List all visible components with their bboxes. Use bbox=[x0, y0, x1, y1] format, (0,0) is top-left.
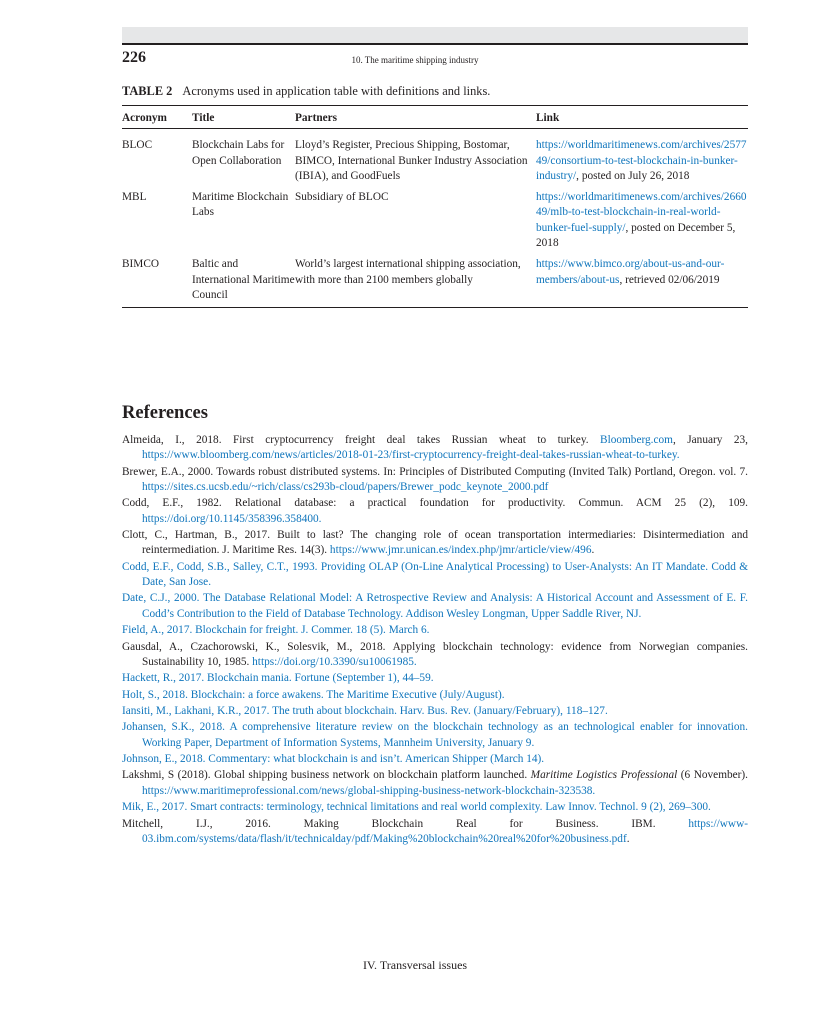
ref-link[interactable]: https://www.jmr.unican.es/index.php/jmr/article/view/496 bbox=[329, 544, 592, 557]
ref-link[interactable]: https://www.bloomberg.com/news/articles/2018-01-23/first-cryptocurrency-freight-deal-takes-russian-wheat-to-turkey. bbox=[142, 449, 680, 462]
link-url[interactable]: https://worldmaritimenews.com/archives/266049/mlb-to-test-blockchain-in-real-world-bunker-fuel-supply/ bbox=[536, 191, 747, 234]
ref-link[interactable]: https://www-03.ibm.com/systems/data/flash/it/technicalday/pdf/Making%20blockchain%20real%20for%20business.pdf bbox=[142, 817, 748, 845]
reference-item bbox=[122, 496, 748, 527]
ref-text: Gausdal, A., Czachorowski, K., Solesvik, M., 2018. Applying blockchain technology: evidence from Norwegian companies. Sustainability 10, 1985. bbox=[122, 640, 748, 668]
reference-item bbox=[122, 640, 748, 671]
table-label: TABLE 2 bbox=[122, 84, 173, 98]
link-note: , posted on December 5, 2018 bbox=[536, 221, 736, 250]
ref-journal: Maritime Logistics Professional bbox=[530, 769, 678, 782]
reference-item[interactable]: Codd, E.F., Codd, S.B., Salley, C.T., 1993. Providing OLAP (On-Line Analytical Processing) to User-Analysts: An IT Mandate. Codd & Date, San Jose. bbox=[122, 560, 748, 589]
cell-acronym: MBL bbox=[122, 191, 147, 204]
col-title-header: Title bbox=[192, 106, 295, 129]
link-note: , retrieved 02/06/2019 bbox=[619, 273, 720, 286]
cell-partners: Lloyd’s Register, Precious Shipping, Bostomar, BIMCO, International Bunker Industry Association (IBIA), and GoodFuels bbox=[295, 139, 528, 182]
cell-title: Baltic and International Maritime Council bbox=[192, 257, 295, 307]
reference-item bbox=[122, 465, 748, 496]
ref-text: . bbox=[591, 544, 595, 557]
acronym-table bbox=[122, 105, 748, 308]
col-link-header: Link bbox=[536, 106, 748, 129]
cell-acronym: BLOC bbox=[122, 139, 153, 152]
cell-title: Blockchain Labs for Open Collaboration bbox=[192, 139, 285, 167]
reference-item bbox=[122, 768, 748, 799]
ref-text: Mitchell, I.J., 2016. Making Blockchain Real for Business. IBM. bbox=[122, 817, 689, 830]
reference-item[interactable]: Johansen, S.K., 2018. A comprehensive literature review on the blockchain technology as an technological enabler for innovation. Working Paper, Department of Information Systems, Mannheim University, January 9. bbox=[122, 721, 748, 749]
ref-link[interactable]: https://sites.cs.ucsb.edu/~rich/class/cs293b-cloud/papers/Brewer_podc_keynote_2000.pdf bbox=[142, 480, 549, 493]
table-row bbox=[122, 257, 748, 307]
ref-text: (6 November). bbox=[677, 769, 748, 782]
table-row bbox=[122, 190, 748, 257]
cell-partners: Subsidiary of BLOC bbox=[295, 191, 389, 204]
link-url[interactable]: https://worldmaritimenews.com/archives/257749/consortium-to-test-blockchain-in-bunker-industry/ bbox=[536, 139, 747, 182]
ref-text: Codd, E.F., 1982. Relational database: a practical foundation for productivity. Commun. ACM 25 (2), 109. bbox=[122, 497, 748, 510]
reference-item[interactable]: Hackett, R., 2017. Blockchain mania. Fortune (September 1), 44–59. bbox=[122, 672, 434, 685]
cell-link bbox=[536, 257, 748, 307]
header-rule bbox=[122, 43, 748, 45]
running-title: 10. The maritime shipping industry bbox=[351, 55, 479, 65]
table-row bbox=[122, 129, 748, 190]
reference-item[interactable]: Field, A., 2017. Blockchain for freight. J. Commer. 18 (5). March 6. bbox=[122, 624, 430, 637]
table-header-row bbox=[122, 106, 748, 129]
reference-item[interactable]: Johnson, E., 2018. Commentary: what blockchain is and isn’t. American Shipper (March 14). bbox=[122, 753, 545, 766]
cell-link bbox=[536, 129, 748, 190]
ref-text: . bbox=[626, 832, 630, 845]
reference-item[interactable]: Mik, E., 2017. Smart contracts: terminology, technical limitations and real world complexity. Law Innov. Technol. 9 (2), 269–300. bbox=[122, 801, 711, 814]
ref-text: Clott, C., Hartman, B., 2017. Built to last? The changing role of ocean transportation intermediaries: Disintermediation and reintermediation. J. Maritime Res. 14(3). bbox=[122, 529, 748, 557]
ref-link[interactable]: https://www.maritimeprofessional.com/news/global-shipping-business-network-blockchain-323538. bbox=[142, 784, 596, 797]
ref-text: Almeida, I., 2018. First cryptocurrency freight deal takes Russian wheat to turkey. bbox=[122, 434, 601, 446]
ref-text: , January 23, bbox=[672, 434, 748, 446]
page-number: 226 bbox=[122, 49, 146, 66]
section-footer: IV. Transversal issues bbox=[362, 958, 468, 972]
header-band bbox=[122, 27, 748, 43]
reference-item bbox=[122, 817, 748, 848]
reference-item[interactable]: Iansiti, M., Lakhani, K.R., 2017. The truth about blockchain. Harv. Bus. Rev. (January/February), 118–127. bbox=[122, 704, 608, 717]
ref-text: Brewer, E.A., 2000. Towards robust distributed systems. In: Principles of Distributed Computing (Invited Talk) Portland, Oregon. vol. 7. bbox=[122, 465, 748, 478]
references-heading: References bbox=[122, 403, 208, 423]
reference-item[interactable]: Holt, S., 2018. Blockchain: a force awakens. The Maritime Executive (July/August). bbox=[122, 688, 505, 701]
col-partners-header: Partners bbox=[295, 106, 536, 129]
reference-item bbox=[122, 433, 748, 464]
reference-item[interactable]: Date, C.J., 2000. The Database Relational Model: A Retrospective Review and Analysis: A Historical Account and Assessment of E. F. Codd’s Contribution to the Field of Database Technology. Addison Wesley Longman, Upper Saddle River, NJ. bbox=[122, 592, 748, 620]
cell-acronym: BIMCO bbox=[122, 257, 192, 307]
ref-text: Lakshmi, S (2018). Global shipping business network on blockchain platform launched. bbox=[122, 769, 531, 782]
cell-partners: World’s largest international shipping association, with more than 2100 members globally bbox=[295, 257, 536, 307]
ref-link[interactable]: https://doi.org/10.1145/358396.358400. bbox=[142, 512, 322, 525]
cell-title: Maritime Blockchain Labs bbox=[192, 191, 289, 219]
references-list bbox=[122, 433, 748, 848]
cell-link bbox=[536, 190, 748, 257]
table-caption bbox=[122, 84, 490, 99]
col-acronym-header: Acronym bbox=[122, 106, 192, 129]
link-note: , posted on July 26, 2018 bbox=[576, 169, 690, 182]
table-caption-text: Acronyms used in application table with definitions and links. bbox=[182, 84, 491, 98]
link-url[interactable]: https://www.bimco.org/about-us-and-our-members/about-us bbox=[536, 258, 725, 286]
ref-link[interactable]: https://doi.org/10.3390/su10061985. bbox=[252, 655, 417, 668]
reference-item bbox=[122, 528, 748, 559]
ref-link[interactable]: Bloomberg.com bbox=[600, 434, 673, 446]
